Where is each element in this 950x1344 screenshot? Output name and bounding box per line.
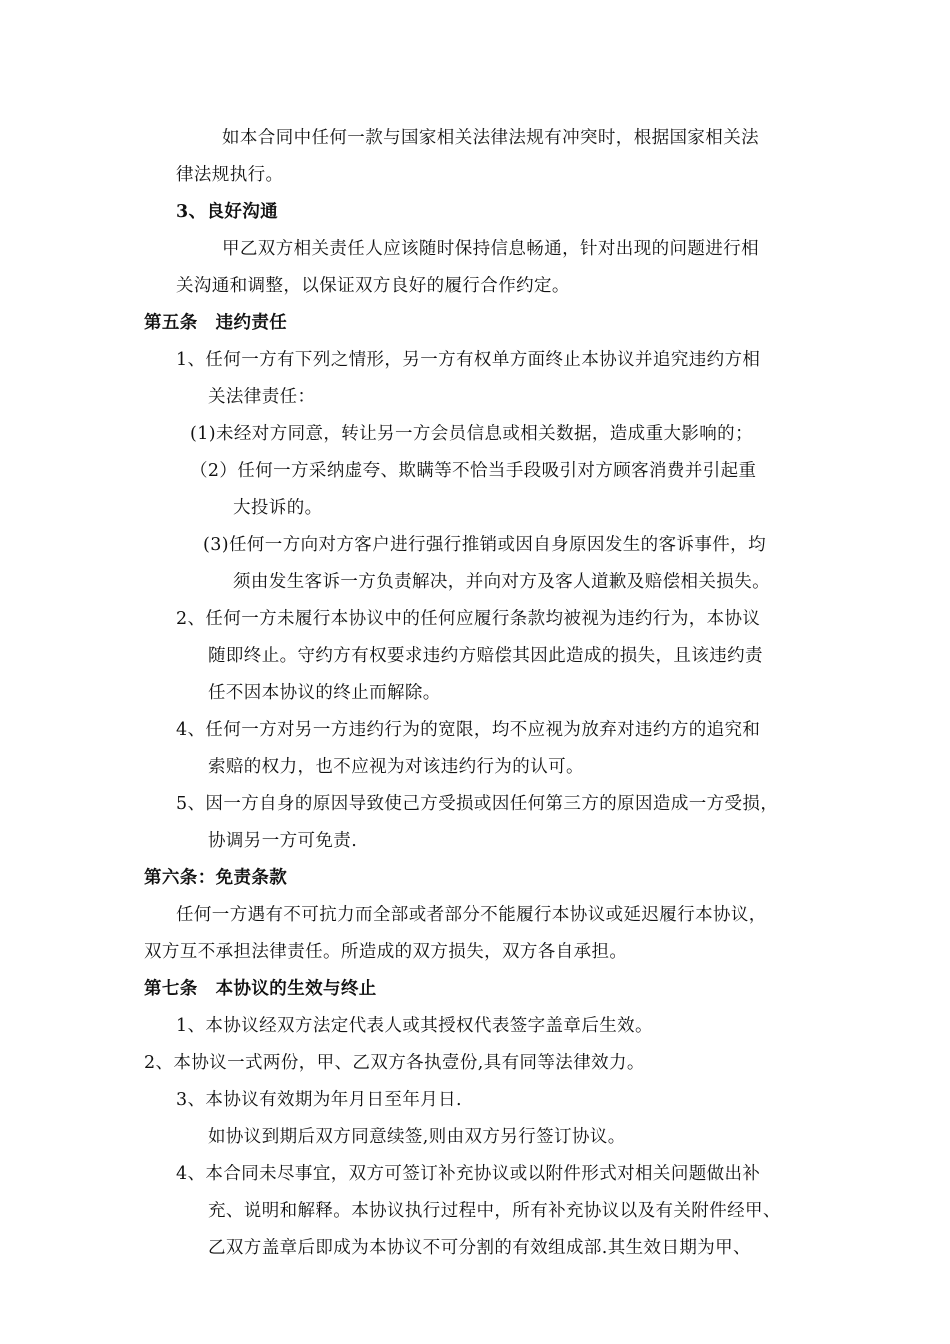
paragraph-line: 须由发生客诉一方负责解决，并向对方及客人道歉及赔偿相关损失。 (233, 572, 770, 592)
paragraph-line: 任不因本协议的终止而解除。 (208, 683, 441, 703)
paragraph-line: 5、因一方自身的原因导致使己方受损或因任何第三方的原因造成一方受损， (176, 794, 779, 814)
paragraph-line: 任何一方遇有不可抗力而全部或者部分不能履行本协议或延迟履行本协议， (176, 905, 767, 925)
article-heading: 第五条 违约责任 (144, 313, 288, 333)
paragraph-line: 3、本协议有效期为年月日至年月日. (176, 1090, 462, 1110)
paragraph-line: 律法规执行。 (176, 165, 284, 185)
paragraph-line: 乙双方盖章后即成为本协议不可分割的有效组成部.其生效日期为甲、 (208, 1238, 751, 1258)
paragraph-line: 索赔的权力，也不应视为对该违约行为的认可。 (208, 757, 584, 777)
paragraph-line: (1)未经对方同意，转让另一方会员信息或相关数据，造成重大影响的； (190, 424, 753, 444)
paragraph-line: 4、本合同未尽事宜，双方可签订补充协议或以附件形式对相关问题做出补 (176, 1164, 761, 1184)
article-heading: 第七条 本协议的生效与终止 (144, 979, 377, 999)
paragraph-line: 随即终止。守约方有权要求违约方赔偿其因此造成的损失，且该违约责 (208, 646, 763, 666)
paragraph-line: 大投诉的。 (233, 498, 323, 518)
paragraph-line: 关沟通和调整，以保证双方良好的履行合作约定。 (176, 276, 570, 296)
article-heading: 第六条：免责条款 (144, 868, 288, 888)
section-heading: 3、良好沟通 (176, 202, 279, 222)
paragraph-line: 甲乙双方相关责任人应该随时保持信息畅通，针对出现的问题进行相 (222, 239, 759, 259)
paragraph-line: 如本合同中任何一款与国家相关法律法规有冲突时，根据国家相关法 (222, 128, 759, 148)
paragraph-line: 2、任何一方未履行本协议中的任何应履行条款均被视为违约行为，本协议 (176, 609, 761, 629)
paragraph-line: (3)任何一方向对方客户进行强行推销或因自身原因发生的客诉事件，均 (203, 535, 766, 555)
paragraph-line: （2）任何一方采纳虚夸、欺瞒等不恰当手段吸引对方顾客消费并引起重 (190, 461, 757, 481)
paragraph-line: 如协议到期后双方同意续签,则由双方另行签订协议。 (208, 1127, 626, 1147)
paragraph-line: 协调另一方可免责. (208, 831, 358, 851)
paragraph-line: 充、说明和解释。本协议执行过程中，所有补充协议以及有关附件经甲、 (208, 1201, 781, 1221)
paragraph-line: 关法律责任： (208, 387, 316, 407)
paragraph-line: 4、任何一方对另一方违约行为的宽限，均不应视为放弃对违约方的追究和 (176, 720, 761, 740)
paragraph-line: 1、任何一方有下列之情形，另一方有权单方面终止本协议并追究违约方相 (176, 350, 761, 370)
paragraph-line: 双方互不承担法律责任。所造成的双方损失，双方各自承担。 (144, 942, 628, 962)
paragraph-line: 2、本协议一式两份，甲、乙双方各执壹份,具有同等法律效力。 (144, 1053, 645, 1073)
paragraph-line: 1、本协议经双方法定代表人或其授权代表签字盖章后生效。 (176, 1016, 653, 1036)
